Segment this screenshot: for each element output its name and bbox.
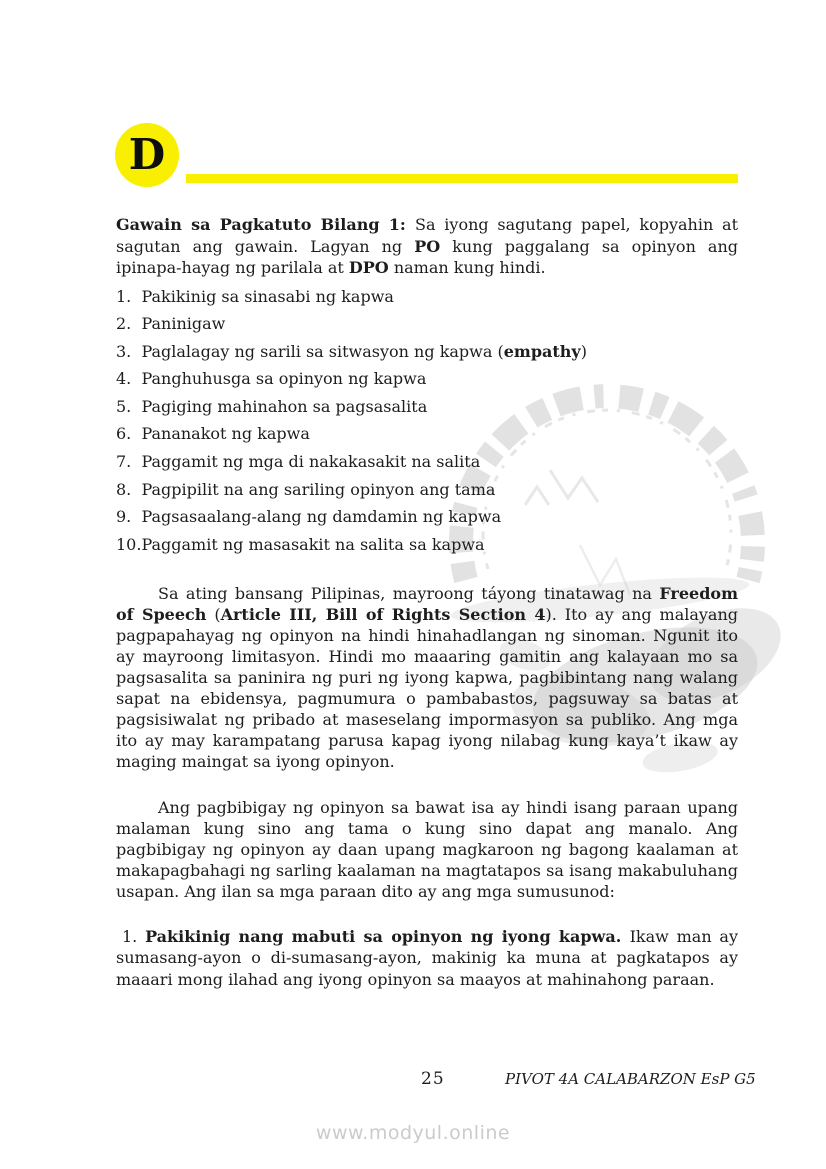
- source-label: PIVOT 4A CALABARZON EsP G5: [505, 1070, 756, 1088]
- page-content: [116, 214, 738, 990]
- section-badge: [115, 123, 179, 187]
- list-item: 3. Paglalagay ng sarili sa sitwasyon ng kapwa (empathy): [116, 341, 587, 361]
- list-item: 8. Pagpipilit na ang sariling opinyon ang tama: [116, 479, 496, 499]
- activity-instructions: Gawain sa Pagkatuto Bilang 1: Sa iyong sagutang papel, kopyahin at sagutan ang gawain. Lagyan ng PO kung paggalang sa opinyon ang ipinapa-hayag ng parilala at DPO naman kung hindi.: [116, 215, 738, 277]
- numbered-point-1: 1. Pakikinig nang mabuti sa opinyon ng iyong kapwa. Ikaw man ay sumasang-ayon o di-sumasang-ayon, makinig ka muna at pagkatapos ay maaari mong ilahad ang iyong opinyon sa maayos at mahinahong paraan.: [116, 926, 739, 989]
- list-item: 1. Pakikinig sa sinasabi ng kapwa: [116, 286, 394, 306]
- list-item: 4. Panghuhusga sa opinyon ng kapwa: [116, 369, 427, 389]
- header-rule: [186, 174, 738, 183]
- list-item: 7. Paggamit ng mga di nakakasakit na salita: [116, 452, 481, 472]
- site-watermark: www.modyul.online: [315, 1122, 511, 1144]
- paragraph-opinion-sharing: Ang pagbibigay ng opinyon sa bawat isa ay hindi isang paraan upang malaman kung sino ang tama o kung sino dapat ang manalo. Ang pagbibigay ng opinyon ay daan upang magkaroon ng bagong kaalaman at makapagbahagi ng sarling kaalaman na magtatapos sa isang makabuluhang usapan. Ang ilan sa mga paraan dito ay ang mga sumusunod:: [116, 797, 738, 901]
- list-item: 2. Paninigaw: [116, 314, 226, 334]
- list-item: 10.Paggamit ng masasakit na salita sa kapwa: [116, 534, 485, 554]
- list-item: 9. Pagsasaalang-alang ng damdamin ng kapwa: [116, 507, 502, 527]
- list-item: 6. Pananakot ng kapwa: [116, 424, 310, 444]
- section-badge-letter: D: [128, 130, 166, 179]
- task-list: [116, 286, 738, 555]
- paragraph-freedom-of-speech: Sa ating bansang Pilipinas, mayroong táyong tinatawag na Freedom of Speech (Article III, Bill of Rights Section 4). Ito ay ang malayang pagpapahayag ng opinyon na hindi hinahadlangan ng sinoman. Ngunit ito ay mayroong limitasyon. Hindi mo maaaring gamitin ang kalayaan mo sa pagsasalita sa paninira ng puri ng iyong kapwa, pagbibintang nang walang sapat na ebidensya, pagmumura o pambabastos, pagsuway sa batas at pagsisiwalat ng pribado at maseselang impormasyon sa publiko. Ang mga ito ay may karampatang parusa kapag iyong nilabag kung kaya’t ikaw ay maging maingat sa iyong opinyon.: [116, 583, 739, 771]
- page-number: 25: [421, 1069, 445, 1089]
- list-item: 5. Pagiging mahinahon sa pagsasalita: [116, 396, 428, 416]
